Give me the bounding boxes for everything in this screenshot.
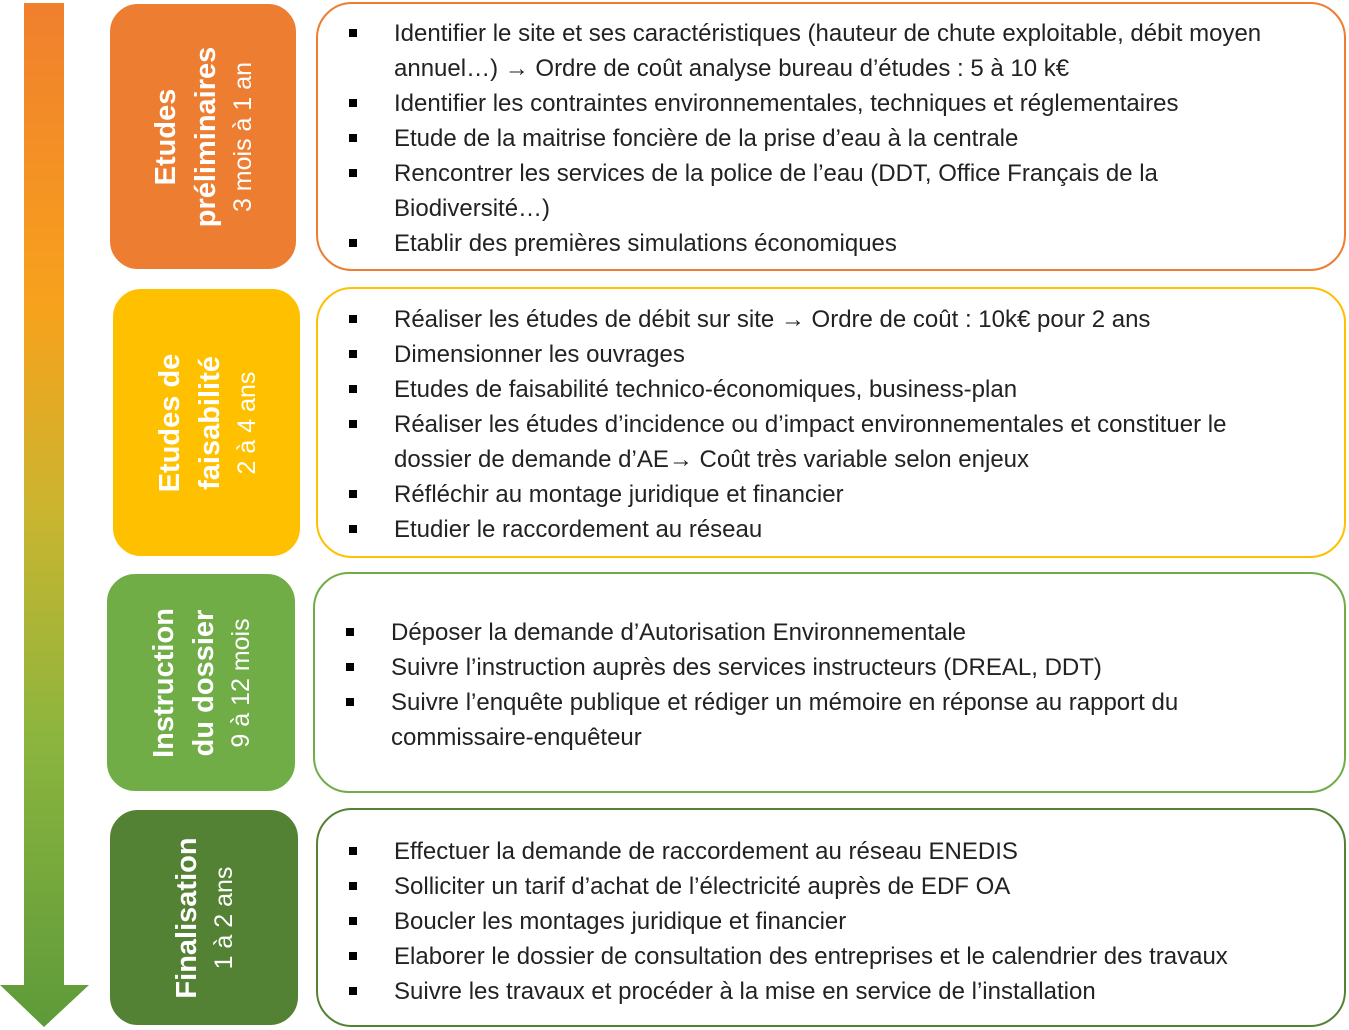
bullet-icon [349,385,357,393]
phase-label-etudes-preliminaires [108,2,298,271]
bullet-icon [349,134,357,142]
task-list [318,834,1324,1009]
bullet-icon [346,698,354,706]
task-item [315,685,1284,755]
bullet-icon [349,917,357,925]
task-item [318,16,1304,86]
phase-tasks-finalisation [316,808,1346,1027]
bullet-icon [349,847,357,855]
phase-title: du dossier [188,609,220,756]
phase-title: Instruction [148,607,180,758]
bullet-icon [349,882,357,890]
task-text: Identifier le site et ses caractéristiques (hauteur de chute exploitable, débit moyen annuel…) → Ordre de coût analyse bureau d’études : 5 à 10 k€ [394,20,1262,82]
phase-tasks-etudes-preliminaires [316,2,1346,271]
task-item [318,407,1304,477]
bullet-icon [349,29,357,37]
phase-title: faisabilité [193,355,226,490]
phase-duration: 2 à 4 ans [232,371,261,474]
task-text: Effectuer la demande de raccordement au réseau ENEDIS [394,838,1018,865]
bullet-icon [349,169,357,177]
task-item [315,615,1284,650]
task-item [318,121,1304,156]
task-text: Réaliser les études d’incidence ou d’impact environnementales et constituer le dossier de demande d’AE→ Coût très variable selon enjeux [394,411,1227,473]
task-text: Suivre les travaux et procéder à la mise en service de l’installation [394,978,1096,1005]
task-item [318,302,1304,337]
task-item [318,904,1324,939]
bullet-icon [346,628,354,636]
bullet-icon [349,239,357,247]
task-text: Etudes de faisabilité technico-économiques, business-plan [394,376,1018,403]
phase-label-instruction-du-dossier [105,572,297,793]
task-text: Réfléchir au montage juridique et financier [394,481,844,508]
task-list [318,16,1304,261]
task-item [318,939,1324,974]
bullet-icon [349,952,357,960]
phase-title: Etudes [150,88,182,185]
phase-tasks-instruction-du-dossier [313,572,1346,793]
task-item [318,834,1324,869]
bullet-icon [349,315,357,323]
task-text: Elaborer le dossier de consultation des entreprises et le calendrier des travaux [394,943,1228,970]
task-list [315,615,1284,755]
phase-duration: 9 à 12 mois [227,617,255,748]
bullet-icon [349,350,357,358]
timeline-arrow [0,0,100,1030]
phase-duration: 1 à 2 ans [210,866,238,969]
task-text: Identifier les contraintes environnementales, techniques et réglementaires [394,90,1179,117]
phase-title: préliminaires [190,46,222,227]
task-item [318,974,1324,1009]
bullet-icon [349,525,357,533]
task-item [318,477,1304,512]
task-text: Etablir des premières simulations économiques [394,230,897,257]
task-text: Réaliser les études de débit sur site → Ordre de coût : 10k€ pour 2 ans [394,306,1151,333]
bullet-icon [349,987,357,995]
task-text: Etudier le raccordement au réseau [394,516,763,543]
phase-label-finalisation [108,808,300,1027]
bullet-icon [349,99,357,107]
task-text: Rencontrer les services de la police de l’eau (DDT, Office Français de la Biodiversité…) [394,160,1158,222]
task-text: Déposer la demande d’Autorisation Environnementale [391,619,967,646]
bullet-icon [349,490,357,498]
task-text: Boucler les montages juridique et financier [394,908,847,935]
task-item [318,512,1304,547]
task-item [318,226,1304,261]
task-list [318,302,1304,547]
phase-tasks-etudes-de-faisabilite [316,287,1346,558]
phase-duration: 3 mois à 1 an [229,61,257,212]
task-text: Solliciter un tarif d’achat de l’électricité auprès de EDF OA [394,873,1011,900]
task-text: Etude de la maitrise foncière de la prise d’eau à la centrale [394,125,1019,152]
task-item [318,86,1304,121]
bullet-icon [349,420,357,428]
task-text: Dimensionner les ouvrages [394,341,685,368]
phase-title: Finalisation [171,836,203,999]
phase-title: Etudes de [153,353,186,492]
task-text: Suivre l’enquête publique et rédiger un mémoire en réponse au rapport du commissaire-enquêteur [391,689,1179,751]
task-item [318,869,1324,904]
task-item [315,650,1284,685]
task-item [318,337,1304,372]
phase-label-etudes-de-faisabilite [111,287,302,558]
task-text: Suivre l’instruction auprès des services instructeurs (DREAL, DDT) [391,654,1102,681]
bullet-icon [346,663,354,671]
task-item [318,372,1304,407]
task-item [318,156,1304,226]
